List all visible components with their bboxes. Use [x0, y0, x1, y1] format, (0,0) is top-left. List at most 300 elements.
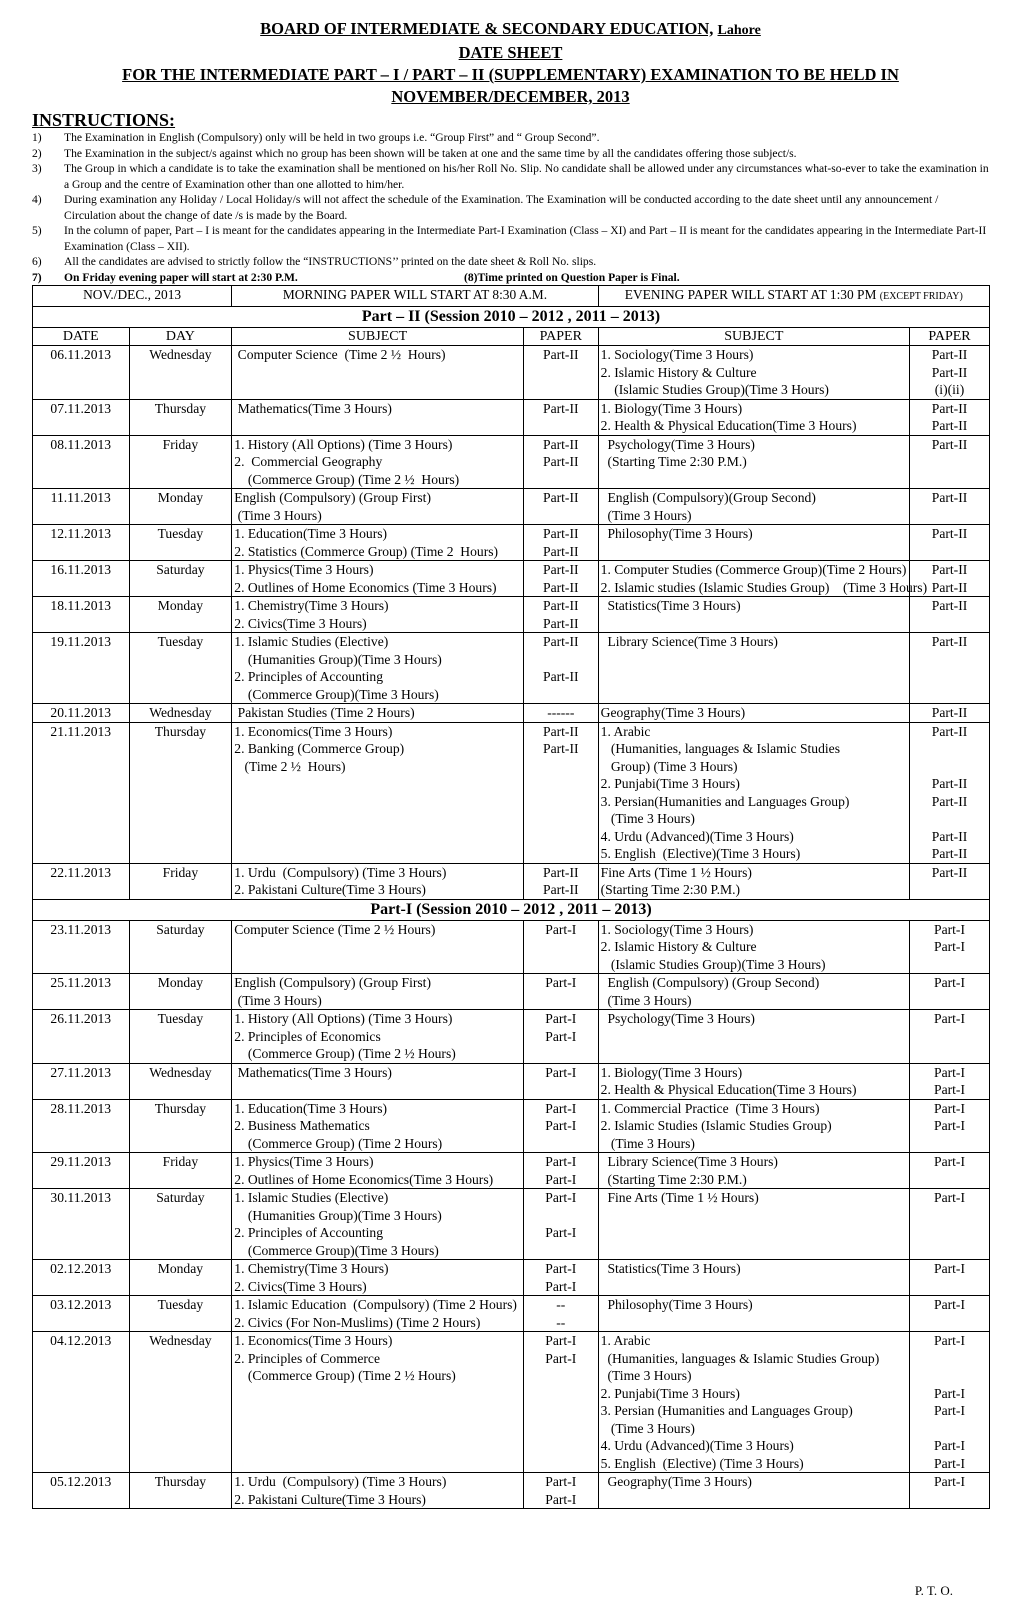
evening-subject	[598, 722, 909, 863]
instructions-title: INSTRUCTIONS:	[32, 110, 176, 130]
cell-line: (Humanities Group)(Time 3 Hours)	[234, 651, 442, 667]
exam-date: 29.11.2013	[33, 1153, 130, 1189]
exam-day: Tuesday	[129, 1296, 232, 1332]
instruction-number: 5)	[32, 224, 42, 237]
column-header-paper: PAPER	[910, 327, 990, 346]
cell-line: Part-I	[934, 921, 965, 937]
morning-subject	[232, 633, 524, 704]
cell-line: Part-I	[934, 1118, 965, 1133]
morning-subject	[232, 1260, 524, 1296]
cell-line: 1. Economics(Time 3 Hours)	[234, 1333, 393, 1348]
exam-day: Monday	[129, 974, 232, 1010]
document-subtitle: FOR THE INTERMEDIATE PART – I / PART – II (SUPPLEMENTARY) EXAMINATION TO BE HELD IN	[122, 65, 899, 84]
evening-paper	[910, 597, 990, 633]
evening-subject	[598, 1189, 909, 1260]
morning-paper	[523, 1099, 598, 1153]
cell-line: 2. Islamic studies (Islamic Studies Group) (Time 3 Hours)	[600, 579, 928, 595]
cell-line: 2. Principles of Accounting	[234, 669, 384, 684]
cell-line: Part-I	[934, 1154, 965, 1169]
exam-date: 11.11.2013	[33, 489, 130, 525]
cell-line: (Time 3 Hours)	[600, 992, 692, 1008]
cell-line: --	[556, 1297, 566, 1312]
evening-paper	[910, 525, 990, 561]
evening-paper	[910, 1296, 990, 1332]
evening-subject	[598, 704, 909, 723]
cell-line: Fine Arts (Time 1 ½ Hours)	[600, 1190, 759, 1205]
cell-line: 1. Urdu (Compulsory) (Time 3 Hours)	[234, 864, 447, 880]
exam-row	[33, 1296, 990, 1332]
cell-line: Part-II	[931, 490, 968, 505]
exam-date: 22.11.2013	[33, 863, 130, 899]
exam-row	[33, 1153, 990, 1189]
exam-date: 16.11.2013	[33, 561, 130, 597]
cell-line: Philosophy(Time 3 Hours)	[600, 1297, 753, 1312]
cell-line: --	[556, 1314, 566, 1330]
cell-line: Part-I	[545, 1118, 577, 1133]
cell-line: 2. Business Mathematics	[234, 1118, 370, 1133]
cell-line: Psychology(Time 3 Hours)	[600, 1011, 755, 1026]
cell-line: 1. Biology(Time 3 Hours)	[600, 1064, 743, 1080]
column-header-paper: PAPER	[523, 327, 598, 346]
morning-subject	[232, 1010, 524, 1064]
exam-row	[33, 1473, 990, 1509]
evening-subject	[598, 1260, 909, 1296]
instruction-item	[32, 254, 989, 270]
cell-line: 1. History (All Options) (Time 3 Hours)	[234, 436, 453, 452]
morning-paper	[523, 1189, 598, 1260]
morning-subject	[232, 1099, 524, 1153]
instruction-number: 3)	[32, 162, 42, 175]
morning-paper	[523, 633, 598, 704]
cell-line: 1. Islamic Studies (Elective)	[234, 1190, 389, 1205]
morning-paper	[523, 1153, 598, 1189]
instruction-item	[32, 146, 989, 162]
cell-line: Philosophy(Time 3 Hours)	[600, 526, 753, 541]
cell-line: Part-I	[545, 1154, 577, 1169]
evening-paper	[910, 722, 990, 863]
instruction-text: In the column of paper, Part – I is meant for the candidates appearing in the Intermediate Part-I Examination (Class – XI) and Part – II is meant for the candidates appearing in the Intermediate Part-II Examination (Class – XII).	[64, 224, 987, 253]
exam-row	[33, 435, 990, 489]
evening-subject	[598, 1010, 909, 1064]
exam-date: 25.11.2013	[33, 974, 130, 1010]
cell-line: Part-I	[545, 1278, 577, 1294]
morning-paper	[523, 1296, 598, 1332]
morning-subject	[232, 704, 524, 723]
evening-paper	[910, 863, 990, 899]
morning-paper	[523, 1260, 598, 1296]
exam-day: Thursday	[129, 399, 232, 435]
exam-date: 04.12.2013	[33, 1332, 130, 1473]
cell-line: 2. Banking (Commerce Group)	[234, 741, 405, 756]
cell-line: 2. Pakistani Culture(Time 3 Hours)	[234, 882, 426, 897]
exam-date: 21.11.2013	[33, 722, 130, 863]
exam-date: 03.12.2013	[33, 1296, 130, 1332]
cell-line: ------	[547, 705, 575, 720]
evening-paper	[910, 399, 990, 435]
evening-paper	[910, 633, 990, 704]
morning-paper	[523, 920, 598, 974]
cell-line: 1. Sociology(Time 3 Hours)	[600, 921, 754, 937]
cell-line: Part-I	[934, 1297, 965, 1312]
exam-day: Thursday	[129, 1099, 232, 1153]
exam-row	[33, 1189, 990, 1260]
cell-line: 2. Principles of Accounting	[234, 1225, 384, 1240]
exam-day: Monday	[129, 489, 232, 525]
cell-line: Mathematics(Time 3 Hours)	[234, 1064, 392, 1080]
evening-subject	[598, 525, 909, 561]
evening-subject	[598, 974, 909, 1010]
cell-line: 4. Urdu (Advanced)(Time 3 Hours)	[600, 1438, 794, 1453]
exam-day: Saturday	[129, 1189, 232, 1260]
cell-line: Part-II	[543, 526, 579, 541]
evening-paper	[910, 974, 990, 1010]
cell-line: Part-I	[934, 975, 965, 990]
exam-row	[33, 1260, 990, 1296]
cell-line: Part-I	[934, 1082, 965, 1097]
cell-line: Part-I	[934, 1011, 965, 1026]
cell-line: Part-II	[931, 598, 968, 613]
cell-line: Part-II	[543, 400, 579, 416]
cell-line: Part-II	[543, 634, 579, 649]
cell-line: (Humanities, languages & Islamic Studies Group)	[600, 1350, 880, 1366]
cell-line: Part-II	[931, 436, 968, 452]
cell-line: 2. Islamic Studies (Islamic Studies Group)	[600, 1118, 832, 1133]
column-header-date: DATE	[33, 327, 130, 346]
section-title-row	[33, 306, 990, 327]
cell-line: (Islamic Studies Group)(Time 3 Hours)	[600, 956, 826, 972]
cell-line: Part-II	[931, 776, 968, 791]
instruction-item	[32, 161, 989, 192]
cell-line: 1. Arabic	[600, 723, 651, 739]
morning-subject	[232, 1473, 524, 1509]
morning-subject	[232, 399, 524, 435]
exam-date: 12.11.2013	[33, 525, 130, 561]
morning-paper	[523, 561, 598, 597]
morning-paper	[523, 704, 598, 723]
morning-paper	[523, 435, 598, 489]
cell-line	[912, 758, 987, 776]
cell-line: 1. Sociology(Time 3 Hours)	[600, 347, 754, 362]
cell-line: Part-I	[934, 1100, 965, 1116]
exam-day: Tuesday	[129, 525, 232, 561]
cell-line: 1. Education(Time 3 Hours)	[234, 526, 388, 541]
cell-line: 2. Civics (For Non-Muslims) (Time 2 Hours)	[234, 1314, 481, 1330]
cell-line: 2. Statistics (Commerce Group) (Time 2 Hours)	[234, 543, 499, 559]
cell-line: 2. Civics(Time 3 Hours)	[234, 615, 367, 631]
cell-line: Part-II	[543, 543, 579, 559]
cell-line: 2. Civics(Time 3 Hours)	[234, 1278, 367, 1294]
exam-day: Thursday	[129, 1473, 232, 1509]
cell-line: (Islamic Studies Group)(Time 3 Hours)	[600, 382, 829, 397]
instruction-text: (8)Time printed on Question Paper is Final.	[464, 270, 680, 284]
morning-paper	[523, 974, 598, 1010]
evening-subject	[598, 435, 909, 489]
instruction-item	[32, 223, 989, 254]
cell-line: (Time 3 Hours)	[600, 1135, 695, 1151]
exam-day: Friday	[129, 863, 232, 899]
exam-row	[33, 1332, 990, 1473]
evening-subject	[598, 1063, 909, 1099]
timing-band	[33, 286, 990, 307]
cell-line: Part-II	[931, 400, 968, 416]
cell-line: 5. English (Elective) (Time 3 Hours)	[600, 1455, 804, 1471]
exam-day: Friday	[129, 1153, 232, 1189]
cell-line: Part-I	[545, 1190, 577, 1205]
exam-row	[33, 633, 990, 704]
cell-line: 4. Urdu (Advanced)(Time 3 Hours)	[600, 828, 794, 844]
exam-row	[33, 597, 990, 633]
exam-period: NOVEMBER/DECEMBER, 2013	[391, 87, 630, 106]
exam-row	[33, 1099, 990, 1153]
cell-line	[912, 740, 987, 758]
cell-line: Part-I	[545, 1474, 577, 1489]
cell-line: Statistics(Time 3 Hours)	[600, 598, 741, 613]
evening-subject	[598, 1099, 909, 1153]
exam-row	[33, 974, 990, 1010]
morning-paper	[523, 722, 598, 863]
exam-row	[33, 525, 990, 561]
evening-subject	[598, 597, 909, 633]
instruction-number: 1)	[32, 131, 42, 144]
morning-subject	[232, 920, 524, 974]
cell-line: 1. Chemistry(Time 3 Hours)	[234, 598, 389, 613]
evening-timing	[598, 286, 989, 307]
evening-subject	[598, 1296, 909, 1332]
cell-line: 2. Islamic History & Culture	[600, 364, 757, 380]
cell-line: Part-II	[931, 418, 968, 433]
evening-paper	[910, 920, 990, 974]
exam-date: 07.11.2013	[33, 399, 130, 435]
cell-line: Part-II	[931, 846, 968, 861]
cell-line: Part-I	[934, 1438, 965, 1453]
exam-date: 28.11.2013	[33, 1099, 130, 1153]
cell-line: Computer Science (Time 2 ½ Hours)	[234, 921, 436, 937]
evening-paper	[910, 1332, 990, 1473]
cell-line: Statistics(Time 3 Hours)	[600, 1261, 741, 1276]
cell-line: Part-II	[543, 723, 579, 739]
instruction-number: 4)	[32, 193, 42, 206]
exam-row	[33, 863, 990, 899]
column-header-row	[33, 327, 990, 346]
evening-subject	[598, 633, 909, 704]
cell-line: Part-I	[545, 1028, 577, 1044]
cell-line: 2. Pakistani Culture(Time 3 Hours)	[234, 1491, 426, 1507]
morning-subject	[232, 489, 524, 525]
instruction-text: During examination any Holiday / Local Holiday/s will not affect the schedule of the Examination. The Examination will be conducted according to the date sheet until any announcement / Circulation about the change of date /s is made by the Board.	[64, 193, 939, 222]
cell-line: Part-I	[545, 1333, 577, 1348]
cell-line: Geography(Time 3 Hours)	[600, 705, 746, 720]
evening-timing-text: EVENING PAPER WILL START AT 1:30 PM	[624, 287, 877, 302]
cell-line: Part-II	[543, 562, 579, 577]
morning-paper	[523, 1063, 598, 1099]
cell-line: (Time 3 Hours)	[600, 507, 692, 523]
exam-day: Wednesday	[129, 704, 232, 723]
morning-subject	[232, 1189, 524, 1260]
cell-line: Psychology(Time 3 Hours)	[600, 436, 755, 452]
instruction-text: The Examination in the subject/s against which no group has been shown will be taken at one and the same time by all the candidates offering those subject/s.	[64, 146, 797, 160]
cell-line: 1. History (All Options) (Time 3 Hours)	[234, 1011, 453, 1026]
morning-paper	[523, 1010, 598, 1064]
cell-line: (i)(ii)	[934, 382, 965, 397]
exam-day: Saturday	[129, 561, 232, 597]
cell-line: Part-I	[934, 1474, 965, 1489]
cell-line: Part-II	[543, 579, 579, 595]
cell-line: Part-II	[931, 526, 968, 541]
instruction-7-8	[32, 270, 989, 286]
cell-line: Part-I	[545, 975, 577, 990]
evening-subject	[598, 1153, 909, 1189]
column-header-subject: SUBJECT	[598, 327, 909, 346]
cell-line: (Time 3 Hours)	[234, 992, 322, 1008]
cell-line: (Humanities, languages & Islamic Studies	[600, 741, 840, 756]
cell-line: 2. Commercial Geography	[234, 454, 383, 469]
page-turn-over: P. T. O.	[914, 1583, 953, 1598]
date-sheet-table	[32, 285, 990, 1509]
cell-line: 1. Computer Studies (Commerce Group)(Time 2 Hours)	[600, 562, 907, 577]
cell-line: 1. Economics(Time 3 Hours)	[234, 723, 393, 739]
cell-line: 1. Chemistry(Time 3 Hours)	[234, 1261, 389, 1276]
cell-line: Part-I	[545, 1225, 577, 1240]
instruction-text: The Examination in English (Compulsory) only will be held in two groups i.e. “Group First” and “ Group Second”.	[64, 131, 600, 144]
cell-line: 2. Outlines of Home Economics (Time 3 Hours)	[234, 579, 497, 595]
exam-day: Monday	[129, 597, 232, 633]
cell-line: 2. Islamic History & Culture	[600, 939, 757, 954]
morning-paper	[523, 525, 598, 561]
cell-line: English (Compulsory) (Group Second)	[600, 975, 820, 990]
exam-date: 06.11.2013	[33, 346, 130, 400]
cell-line: Part-I	[934, 1385, 965, 1401]
instruction-text: All the candidates are advised to strictly follow the “INSTRUCTIONS’’ printed on the date sheet & Roll No. slips.	[64, 255, 597, 268]
exam-date: 23.11.2013	[33, 920, 130, 974]
cell-line: English (Compulsory) (Group First)	[234, 975, 431, 990]
section-title: Part-I (Session 2010 – 2012 , 2011 – 2013)	[33, 899, 990, 920]
cell-line: 3. Persian (Humanities and Languages Group)	[600, 1403, 853, 1418]
cell-line: Part-I	[545, 1011, 577, 1026]
instruction-number: 7)	[32, 270, 42, 284]
cell-line: Mathematics(Time 3 Hours)	[234, 400, 392, 416]
cell-line: Part-II	[543, 882, 579, 897]
column-header-day: DAY	[129, 327, 232, 346]
morning-timing: MORNING PAPER WILL START AT 8:30 A.M.	[232, 286, 598, 307]
cell-line: Part-II	[543, 598, 579, 613]
morning-paper	[523, 346, 598, 400]
cell-line: (Time 3 Hours)	[600, 1420, 695, 1436]
evening-paper	[910, 1189, 990, 1260]
morning-subject	[232, 1296, 524, 1332]
exam-date: 02.12.2013	[33, 1260, 130, 1296]
cell-line: Part-I	[934, 1190, 965, 1205]
board-name: BOARD OF INTERMEDIATE & SECONDARY EDUCATION,	[260, 19, 714, 38]
morning-subject	[232, 1063, 524, 1099]
cell-line: Part-II	[931, 634, 968, 649]
cell-line: Part-I	[934, 1333, 965, 1348]
exam-day: Tuesday	[129, 633, 232, 704]
morning-subject	[232, 597, 524, 633]
period-cell: NOV./DEC., 2013	[33, 286, 232, 307]
exam-date: 19.11.2013	[33, 633, 130, 704]
morning-paper	[523, 489, 598, 525]
cell-line: Computer Science (Time 2 ½ Hours)	[234, 347, 446, 362]
exam-date: 05.12.2013	[33, 1473, 130, 1509]
cell-line: (Time 2 ½ Hours)	[234, 758, 346, 774]
cell-line: Part-II	[543, 436, 579, 452]
cell-line: Pakistan Studies (Time 2 Hours)	[234, 705, 415, 720]
evening-subject	[598, 920, 909, 974]
cell-line: Part-I	[545, 1491, 577, 1507]
morning-subject	[232, 974, 524, 1010]
morning-subject	[232, 863, 524, 899]
exam-date: 30.11.2013	[33, 1189, 130, 1260]
cell-line: Part-II	[931, 828, 968, 844]
cell-line: 2. Punjabi(Time 3 Hours)	[600, 776, 740, 791]
cell-line: 2. Principles of Commerce	[234, 1350, 380, 1366]
cell-line: Part-II	[543, 490, 579, 505]
cell-line: 1. Commercial Practice (Time 3 Hours)	[600, 1100, 820, 1116]
cell-line: (Time 3 Hours)	[600, 811, 695, 826]
exam-day: Wednesday	[129, 346, 232, 400]
instruction-item	[32, 192, 989, 223]
cell-line	[912, 1367, 987, 1385]
cell-line: Part-II	[931, 579, 968, 595]
cell-line: Part-I	[934, 1261, 965, 1276]
evening-subject	[598, 863, 909, 899]
morning-paper	[523, 863, 598, 899]
cell-line: Part-II	[931, 364, 968, 380]
instructions-list	[32, 130, 989, 270]
cell-line: (Starting Time 2:30 P.M.)	[600, 1171, 747, 1187]
cell-line: Part-I	[545, 1100, 577, 1116]
morning-subject	[232, 722, 524, 863]
evening-paper	[910, 346, 990, 400]
exam-date: 26.11.2013	[33, 1010, 130, 1064]
exam-row	[33, 346, 990, 400]
instruction-number: 2)	[32, 146, 42, 160]
cell-line: Part-II	[931, 705, 968, 720]
evening-paper	[910, 1010, 990, 1064]
morning-paper	[523, 399, 598, 435]
exam-row	[33, 920, 990, 974]
cell-line: 3. Persian(Humanities and Languages Group)	[600, 793, 850, 809]
cell-line	[912, 1350, 987, 1368]
cell-line: Part-I	[934, 1403, 965, 1418]
morning-subject	[232, 435, 524, 489]
instruction-text: The Group in which a candidate is to take the examination shall be mentioned on his/her Roll No. Slip. No candidate shall be allowed under any circumstances what-so-ever to take the examination in a Group and the centre of Examination other than one allotted to him/her.	[64, 162, 989, 191]
evening-timing-note: (EXCEPT FRIDAY)	[879, 291, 963, 302]
exam-day: Wednesday	[129, 1063, 232, 1099]
exam-day: Wednesday	[129, 1332, 232, 1473]
evening-paper	[910, 489, 990, 525]
instruction-text: On Friday evening paper will start at 2:30 P.M.	[64, 270, 298, 284]
evening-subject	[598, 346, 909, 400]
cell-line: 1. Arabic	[600, 1333, 651, 1348]
evening-paper	[910, 1473, 990, 1509]
cell-line: (Commerce Group) (Time 2 ½ Hours)	[234, 1368, 456, 1383]
cell-line: Part-II	[931, 864, 968, 880]
cell-line: 1. Biology(Time 3 Hours)	[600, 400, 743, 416]
cell-line	[526, 651, 596, 669]
morning-subject	[232, 561, 524, 597]
morning-subject	[232, 1332, 524, 1473]
morning-subject	[232, 346, 524, 400]
cell-line: Fine Arts (Time 1 ½ Hours)	[600, 864, 752, 880]
cell-line: (Commerce Group) (Time 2 ½ Hours)	[234, 471, 460, 487]
cell-line: Part-II	[543, 454, 579, 469]
cell-line: (Humanities Group)(Time 3 Hours)	[234, 1207, 442, 1223]
evening-paper	[910, 435, 990, 489]
instruction-number: 6)	[32, 255, 42, 268]
cell-line: Geography(Time 3 Hours)	[600, 1474, 752, 1489]
cell-line: (Commerce Group)(Time 3 Hours)	[234, 1242, 439, 1258]
